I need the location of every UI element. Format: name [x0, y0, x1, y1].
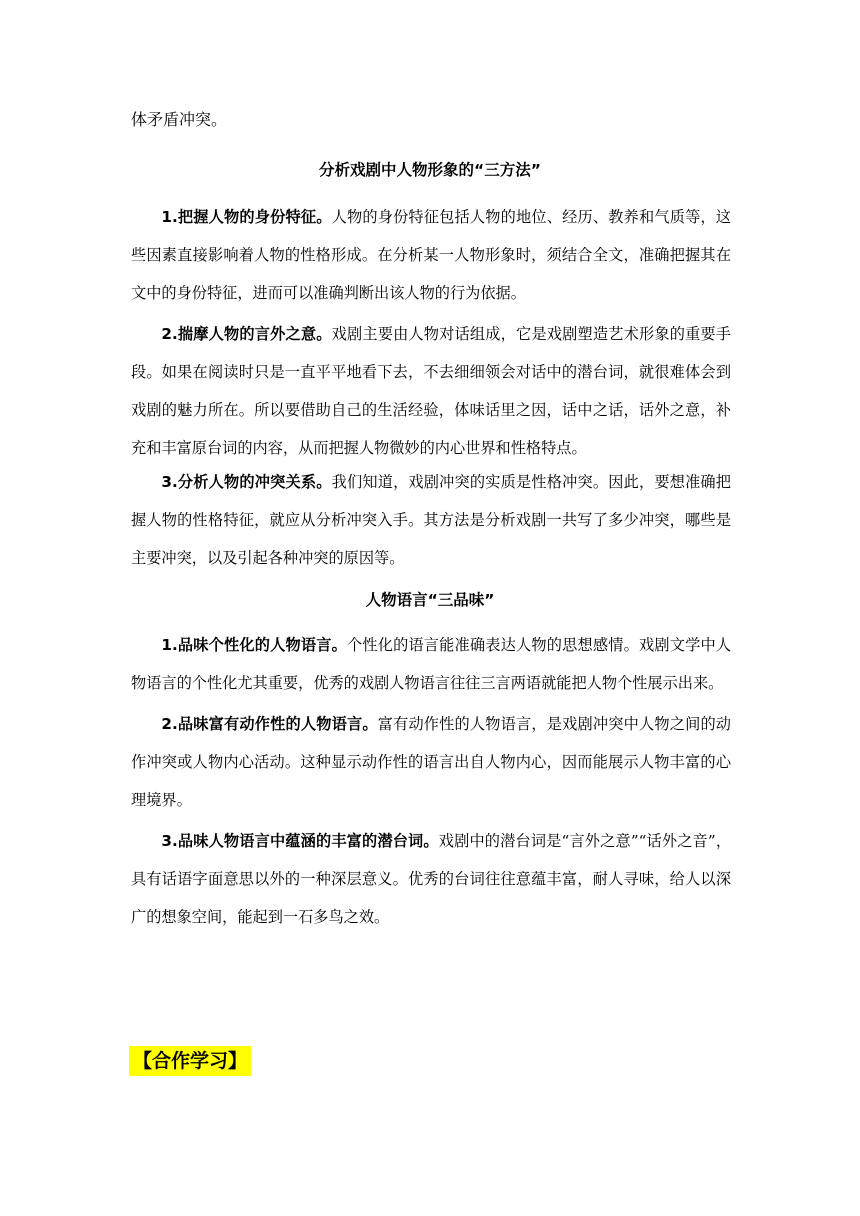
section-title-three-methods: 分析戏剧中人物形象的“三方法” [319, 161, 541, 179]
taste-2-lead: 2.品味富有动作性的人物语言。 [161, 715, 378, 733]
continuation-text: 体矛盾冲突。 [131, 110, 228, 129]
taste-1-text: 个性化的语言能准确表达人物的思想感情。戏剧文学中人物语言的个性化尤其重要，优秀的戏剧人物语言往往三言两语就能把人物个性展示出来。 [131, 636, 732, 692]
section-title-three-tastes: 人物语言“三品味” [365, 591, 495, 609]
taste-2-text: 富有动作性的人物语言，是戏剧冲突中人物之间的动作冲突或人物内心活动。这种显示动作性的语言出自人物内心，因而能展示人物丰富的心理境界。 [131, 715, 731, 809]
method-3-lead: 3.分析人物的冲突关系。 [161, 473, 332, 491]
method-1-text: 人物的身份特征包括人物的地位、经历、教养和气质等，这些因素直接影响着人物的性格形成。在分析某一人物形象时，须结合全文，准确把握其在文中的身份特征，进而可以准确判断出该人物的行为依据。 [131, 208, 731, 302]
method-1-lead: 1.把握人物的身份特征。 [161, 208, 332, 226]
taste-2-paragraph [131, 705, 731, 819]
method-2-text: 戏剧主要由人物对话组成，它是戏剧塑造艺术形象的重要手段。如果在阅读时只是一直平平地看下去，不去细细领会对话中的潜台词，就很难体会到戏剧的魅力所在。所以要借助自己的生活经验，体味话里之因，话中之话，话外之意，补充和丰富原台词的内容，从而把握人物微妙的内心世界和性格特点。 [131, 325, 731, 457]
taste-3-lead: 3.品味人物语言中蕴涵的丰富的潜台词。 [161, 832, 439, 850]
method-3-paragraph [131, 463, 731, 577]
taste-1-paragraph [131, 626, 731, 702]
method-2-paragraph [131, 315, 731, 467]
taste-1-lead: 1.品味个性化的人物语言。 [161, 636, 347, 654]
taste-3-text: 戏剧中的潜台词是“言外之意”“话外之音”，具有话语字面意思以外的一种深层意义。优秀的台词往往意蕴丰富，耐人寻味，给人以深广的想象空间，能起到一石多鸟之效。 [131, 832, 732, 926]
method-3-text: 我们知道，戏剧冲突的实质是性格冲突。因此，要想准确把握人物的性格特征，就应从分析冲突入手。其方法是分析戏剧一共写了多少冲突，哪些是主要冲突，以及引起各种冲突的原因等。 [131, 473, 731, 567]
method-1-paragraph [131, 198, 731, 312]
cooperation-heading: 【合作学习】 [129, 1046, 251, 1076]
taste-3-paragraph [131, 822, 731, 936]
method-2-lead: 2.揣摩人物的言外之意。 [161, 325, 332, 343]
